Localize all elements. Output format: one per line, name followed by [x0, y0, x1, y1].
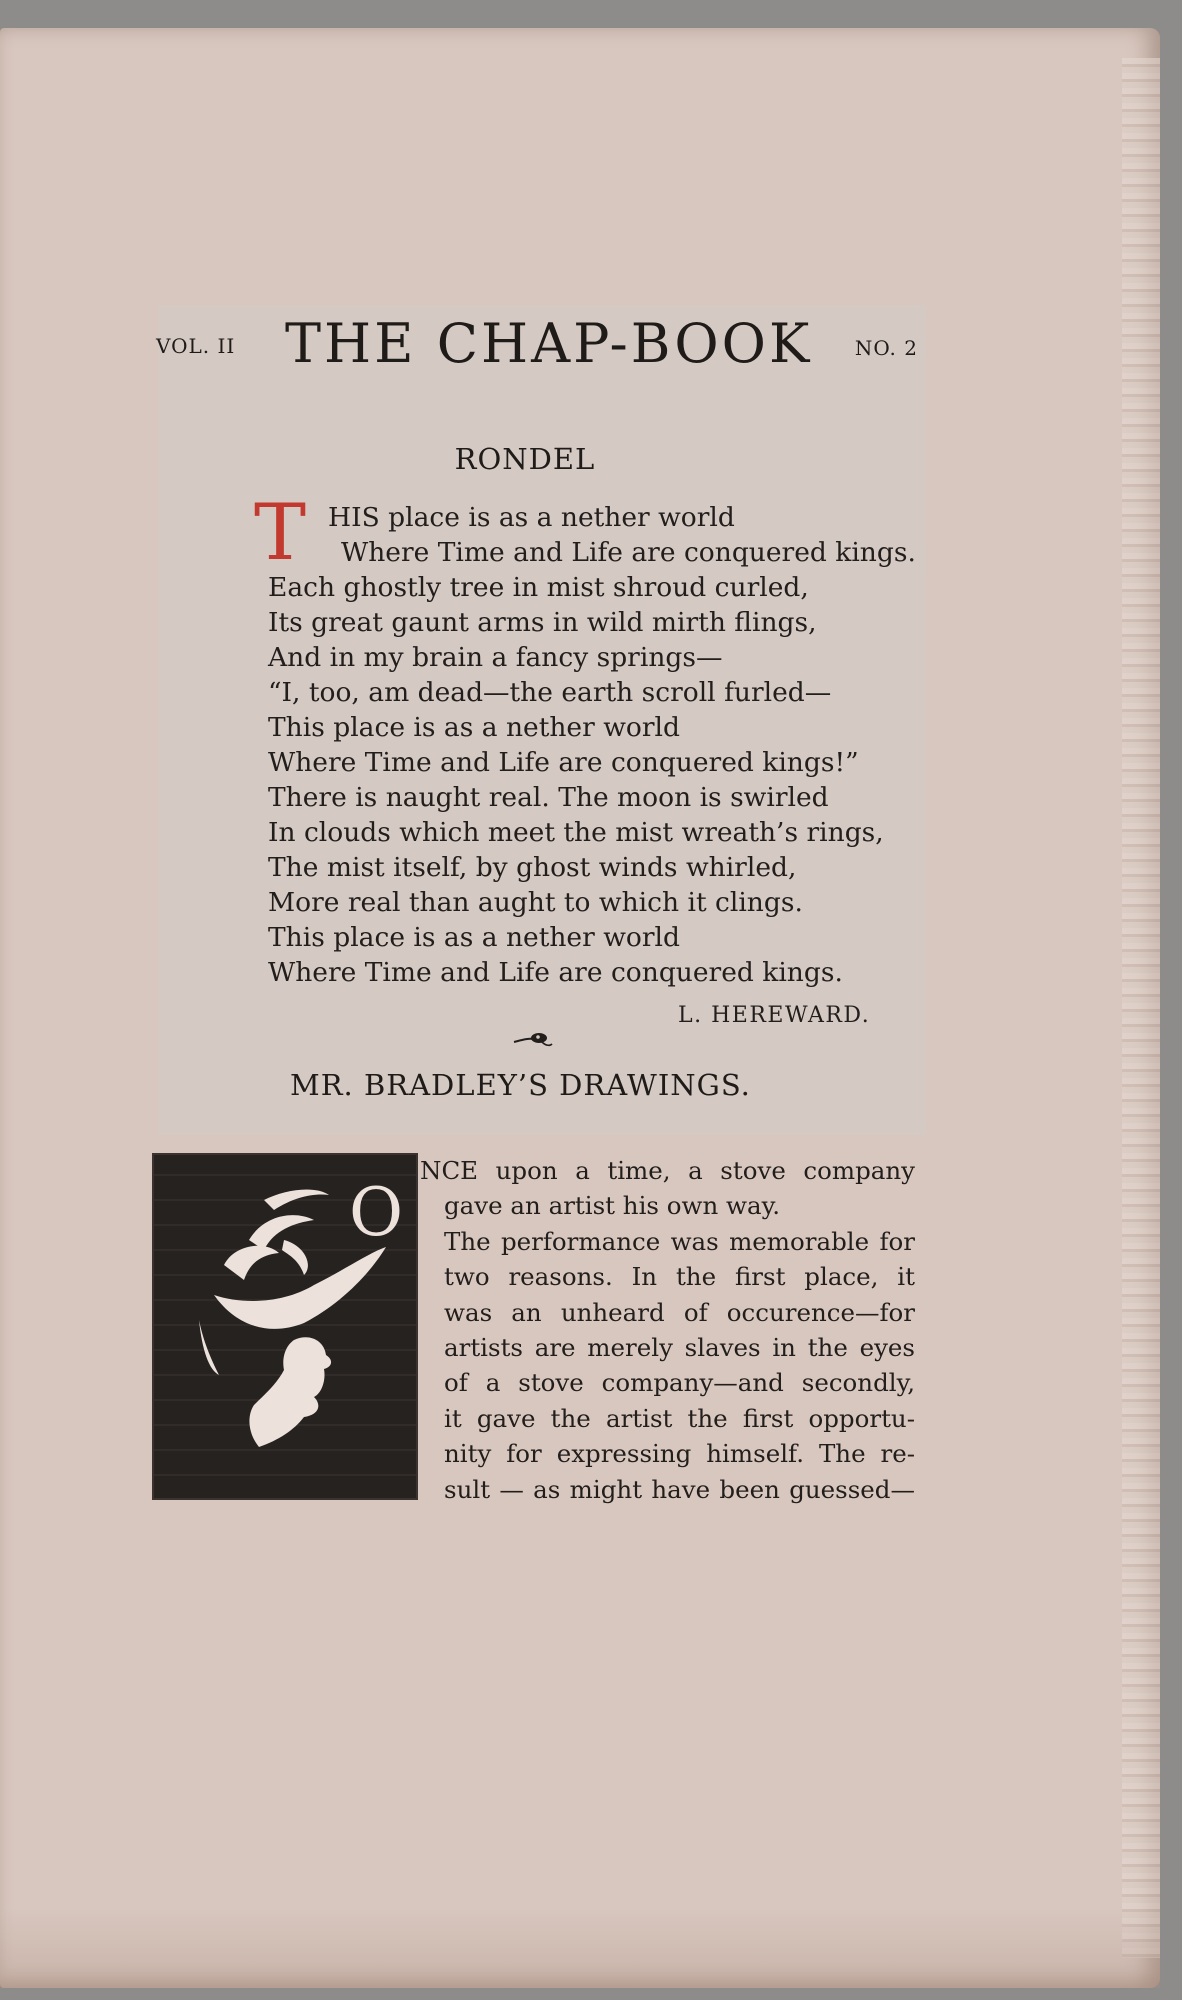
- poem-drop-cap: T: [254, 488, 307, 578]
- poem-line: Each ghostly tree in mist shroud curled,: [268, 572, 809, 603]
- running-header: [150, 312, 930, 382]
- poem-line: Its great gaunt arms in wild mirth flings,: [268, 607, 817, 638]
- poem-line: More real than aught to which it clings.: [268, 887, 803, 918]
- article-line: NCE upon a time, a stove company: [420, 1156, 915, 1185]
- article-line: nity for expressing himself. The re-: [444, 1439, 915, 1469]
- article-line: was an unheard of occurence—for: [444, 1297, 915, 1327]
- article-line: artists are merely slaves in the eyes: [444, 1332, 915, 1362]
- poem-line: This place is as a nether world: [268, 712, 680, 743]
- poem-line: Where Time and Life are conquered kings.: [341, 537, 916, 568]
- poem-line: Where Time and Life are conquered kings!”: [268, 747, 859, 778]
- article-line: of a stove company—and secondly,: [444, 1368, 915, 1398]
- poem-line: There is naught real. The moon is swirled: [268, 782, 829, 813]
- magazine-title: THE CHAP-BOOK: [285, 312, 813, 375]
- article-line: The performance was memorable for: [444, 1226, 915, 1256]
- poem-line: The mist itself, by ghost winds whirled,: [268, 852, 797, 883]
- issue-number: NO. 2: [854, 336, 918, 360]
- poem-line: And in my brain a fancy springs—: [268, 642, 723, 673]
- article-line: it gave the artist the first opportu-: [444, 1403, 915, 1433]
- rondel-poem: [254, 488, 916, 990]
- woodcut-initial-illustration: [154, 1155, 416, 1498]
- poem-line: This place is as a nether world: [268, 922, 680, 953]
- poem-line: In clouds which meet the mist wreath’s rings,: [268, 817, 884, 848]
- poem-line: Where Time and Life are conquered kings.: [268, 957, 843, 988]
- article-title: MR. BRADLEY’S DRAWINGS.: [290, 1068, 751, 1102]
- article-line: two reasons. In the first place, it: [444, 1262, 915, 1292]
- article-line: gave an artist his own way.: [444, 1191, 781, 1221]
- poem-line: HIS place is as a nether world: [328, 502, 735, 533]
- deckled-page-edge: [1122, 58, 1160, 1958]
- volume-label: VOL. II: [156, 334, 236, 358]
- woodcut-letter: O: [349, 1174, 404, 1251]
- poem-line: “I, too, am dead—the earth scroll furled—: [268, 677, 832, 708]
- poem-author: L. HEREWARD.: [678, 1003, 871, 1028]
- poem-title: RONDEL: [454, 442, 596, 476]
- fleuron-ornament-icon: [512, 1028, 554, 1050]
- page-bottom-shadow: [0, 1908, 1160, 1988]
- article-line: sult — as might have been guessed—: [444, 1474, 915, 1504]
- article-body: [420, 1153, 915, 1507]
